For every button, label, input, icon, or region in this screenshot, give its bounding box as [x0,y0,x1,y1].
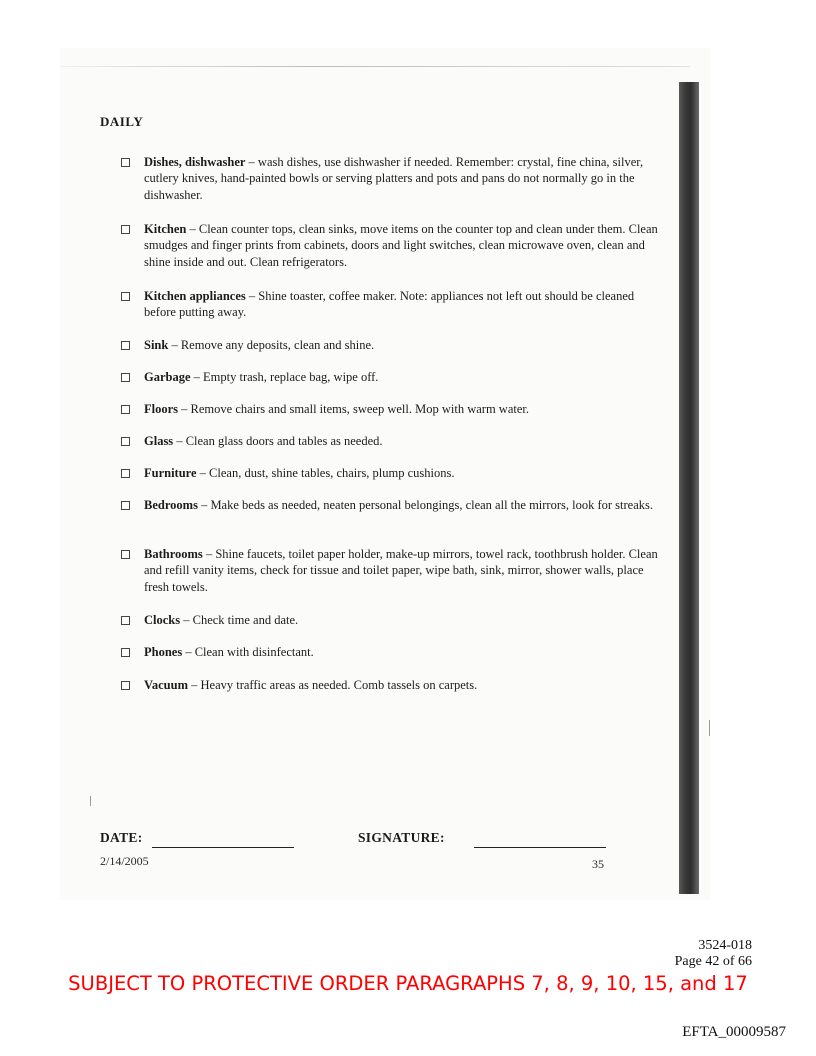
item-title: Bathrooms [144,547,203,561]
protective-order-notice: SUBJECT TO PROTECTIVE ORDER PARAGRAPHS 7, 8, 9, 10, 15, and 17 [68,972,748,995]
checklist-item [144,465,664,481]
checklist-item [144,677,664,693]
scan-edge-mark [90,796,91,806]
checkbox-icon [121,373,130,382]
item-title: Phones [144,645,183,659]
checklist-item [144,221,664,270]
item-text: – Shine faucets, toilet paper holder, make-up mirrors, towel rack, toothbrush holder. Clean and refill vanity items, check for tissue and toilet paper, wipe bath, sink, mirror, shower walls, place fresh towels. [144,547,658,594]
checklist-item [144,546,664,595]
page-number: 35 [592,857,604,871]
item-text: – Clean counter tops, clean sinks, move items on the counter top and clean under them. Clean smudges and finger prints from cabinets, doors and light switches, clean microwave oven, clean and shine inside and out. Clean refrigerators. [144,222,658,269]
item-text: – Shine toaster, coffee maker. Note: appliances not left out should be cleaned before putting away. [144,289,635,320]
reference-number: 3524-018 [698,938,752,953]
checkbox-icon [121,405,130,414]
checklist-item [144,154,664,203]
checkbox-icon [121,469,130,478]
item-text: – Clean glass doors and tables as needed. [173,434,383,448]
checklist-item [144,497,664,513]
item-title: Vacuum [144,678,188,692]
checkbox-icon [121,681,130,690]
checklist-item [144,433,664,449]
item-text: – Clean with disinfectant. [182,645,314,659]
checkbox-icon [121,550,130,559]
checkbox-icon [121,225,130,234]
checkbox-icon [121,437,130,446]
checkbox-icon [121,501,130,510]
item-text: – Remove any deposits, clean and shine. [168,338,375,352]
document-date: 2/14/2005 [100,854,149,868]
item-title: Clocks [144,613,181,627]
page-count: Page 42 of 66 [674,954,752,969]
item-text: – Heavy traffic areas as needed. Comb tassels on carpets. [188,678,478,692]
item-title: Floors [144,402,179,416]
checkbox-icon [121,616,130,625]
signature-line [474,847,606,848]
item-title: Kitchen [144,222,187,236]
date-line [152,847,294,848]
checklist-item [144,288,664,321]
checklist-item [144,337,664,353]
checkbox-icon [121,292,130,301]
checklist-item [144,644,664,660]
item-text: – Remove chairs and small items, sweep well. Mop with warm water. [178,402,529,416]
checklist-item [144,612,664,628]
item-text: – Empty trash, replace bag, wipe off. [190,370,379,384]
scan-dark-edge [679,82,699,894]
item-text: – wash dishes, use dishwasher if needed. Remember: crystal, fine china, silver, cutlery knives, hand-painted bowls or serving platters and pots and pans do not normally go in the dishwasher. [144,155,644,202]
checkbox-icon [121,158,130,167]
item-title: Glass [144,434,174,448]
item-title: Garbage [144,370,191,384]
item-title: Sink [144,338,169,352]
item-title: Bedrooms [144,498,198,512]
item-text: – Clean, dust, shine tables, chairs, plump cushions. [196,466,455,480]
efta-identifier: EFTA_00009587 [682,1024,786,1040]
item-text: – Make beds as needed, neaten personal belongings, clean all the mirrors, look for streaks. [197,498,654,512]
checkbox-icon [121,648,130,657]
item-text: – Check time and date. [180,613,299,627]
checklist-item [144,401,664,417]
item-title: Kitchen appliances [144,289,246,303]
section-heading: DAILY [100,114,144,129]
signature-label: SIGNATURE: [358,830,445,845]
date-label: DATE: [100,830,143,845]
scan-top-edge [60,66,690,67]
checkbox-icon [121,341,130,350]
item-title: Furniture [144,466,197,480]
checklist-item [144,369,664,385]
item-title: Dishes, dishwasher [144,155,246,169]
scan-edge-mark [709,720,710,736]
